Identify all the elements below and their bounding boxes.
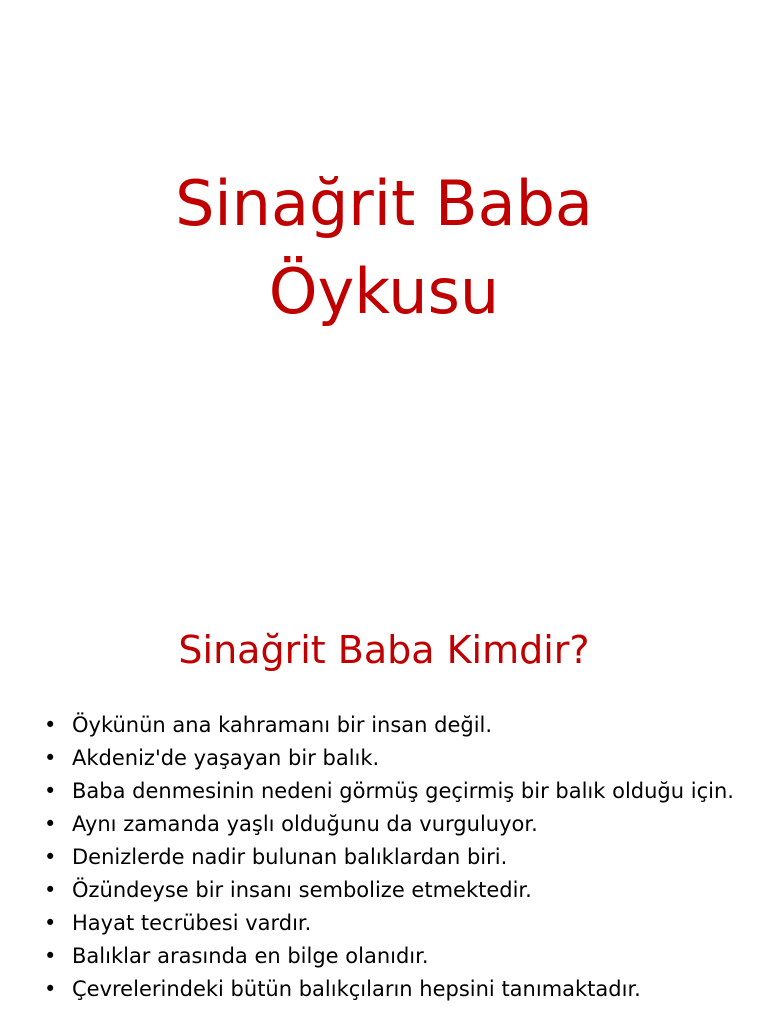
- list-item: [40, 976, 740, 1003]
- list-item-text: Öykünün ana kahramanı bir insan değil.: [72, 713, 493, 737]
- list-item: [40, 811, 740, 838]
- bullet-icon: •: [44, 779, 57, 803]
- list-item: [40, 712, 740, 739]
- list-item-text: Baba denmesinin nedeni görmüş geçirmiş bir balık olduğu için.: [72, 779, 734, 803]
- list-item-text: Hayat tecrübesi vardır.: [72, 911, 312, 935]
- section-heading: Sinağrit Baba Kimdir?: [178, 628, 590, 672]
- list-item: [40, 910, 740, 937]
- list-item: [40, 877, 740, 904]
- bullet-icon: •: [44, 713, 57, 737]
- slide-title-line-1: Sinağrit Baba: [175, 167, 593, 240]
- bullet-icon: •: [44, 746, 57, 770]
- list-item: [40, 844, 740, 871]
- bullet-icon: •: [44, 977, 57, 1001]
- bullet-icon: •: [44, 812, 57, 836]
- list-item: [40, 778, 740, 805]
- bullet-icon: •: [44, 944, 57, 968]
- slide-title: [0, 160, 768, 336]
- list-item-text: Özündeyse bir insanı sembolize etmektedir.: [72, 878, 532, 902]
- bullet-icon: •: [44, 911, 57, 935]
- list-item: [40, 943, 740, 970]
- slide-title-line-2: Öykusu: [268, 255, 500, 328]
- list-item-text: Akdeniz'de yaşayan bir balık.: [72, 746, 380, 770]
- bullet-icon: •: [44, 878, 57, 902]
- bullet-list: [40, 712, 740, 1009]
- list-item-text: Çevrelerindeki bütün balıkçıların hepsini tanımaktadır.: [72, 977, 641, 1001]
- list-item: [40, 745, 740, 772]
- list-item-text: Denizlerde nadir bulunan balıklardan biri.: [72, 845, 508, 869]
- list-item-text: Aynı zamanda yaşlı olduğunu da vurguluyor.: [72, 812, 538, 836]
- bullet-icon: •: [44, 845, 57, 869]
- list-item-text: Balıklar arasında en bilge olanıdır.: [72, 944, 429, 968]
